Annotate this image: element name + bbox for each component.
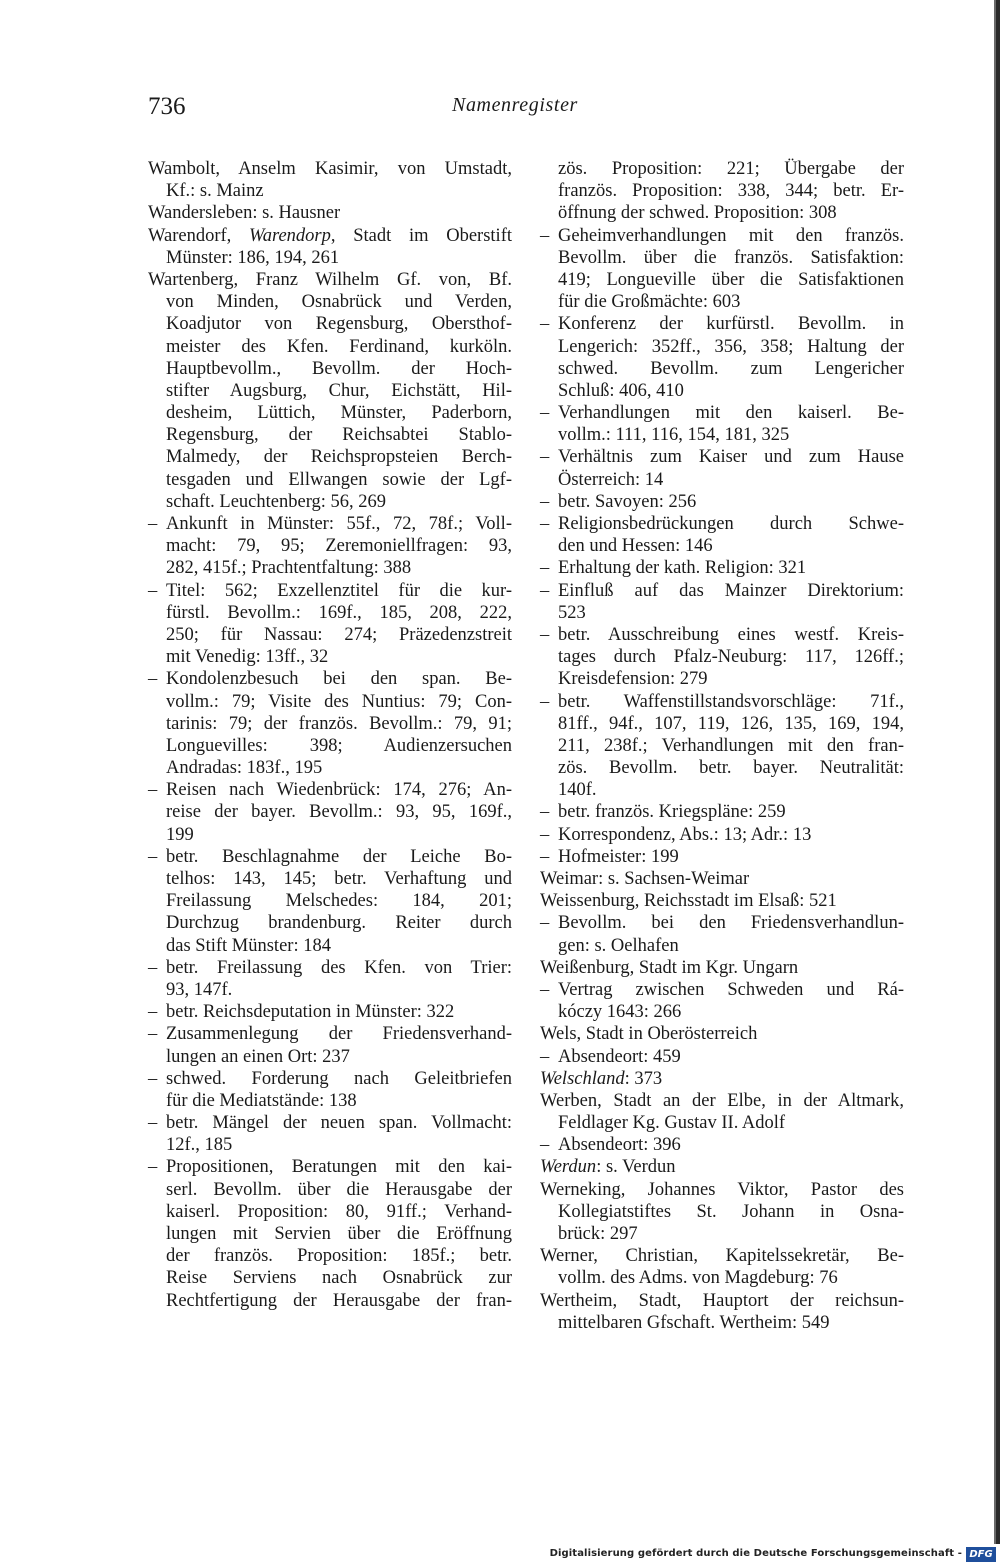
index-subentry-line: – Einfluß auf das Mainzer Direktorium:	[540, 580, 904, 602]
index-entry-continuation: zös. Bevollm. betr. bayer. Neutralität:	[558, 758, 904, 779]
index-entry-continuation: 12f., 185	[166, 1135, 233, 1156]
index-entry-line: Wandersleben: s. Hausner	[148, 203, 341, 224]
index-subentry-line: – betr. französ. Kriegspläne: 259	[540, 801, 904, 823]
index-entry-line: Weißenburg, Stadt im Kgr. Ungarn	[540, 957, 799, 978]
index-entry-continuation: mittelbaren Gfschaft. Wertheim: 549	[558, 1312, 830, 1333]
index-entry-continuation: stifter Augsburg, Chur, Eichstätt, Hil-	[166, 380, 512, 401]
index-entry-continuation: 81ff., 94f., 107, 119, 126, 135, 169, 194,	[558, 713, 904, 734]
index-entry-continuation: fürstl. Bevollm.: 169f., 185, 208, 222,	[166, 602, 512, 623]
index-subentry-line: – Titel: 562; Exzellenztitel für die kur-	[148, 580, 512, 602]
index-entry-continuation: Koadjutor von Regensburg, Obersthof-	[166, 314, 512, 335]
index-entry-continuation: brück: 297	[558, 1224, 638, 1244]
index-entry-line: Werner, Christian, Kapitelssekretär, Be-	[540, 1246, 904, 1267]
index-entry-continuation: Hauptbevollm., Bevollm. der Hoch-	[166, 358, 512, 379]
index-entry-continuation: der französ. Proposition: 185f.; betr.	[166, 1246, 512, 1267]
index-entry-continuation: meister des Kfen. Ferdinand, kurköln.	[166, 336, 512, 357]
index-subentry-line: – schwed. Forderung nach Geleitbriefen	[148, 1068, 512, 1090]
index-entry-continuation: vollm. des Adms. von Magdeburg: 76	[558, 1268, 838, 1289]
index-entry-continuation: schaft. Leuchtenberg: 56, 269	[166, 491, 387, 512]
index-entry-continuation: reise der bayer. Bevollm.: 93, 95, 169f.,	[166, 802, 512, 823]
index-subentry-line: – Absendeort: 396	[540, 1134, 904, 1156]
index-entry-continuation: serl. Bevollm. über die Herausgabe der	[166, 1179, 512, 1200]
index-entry-continuation: desheim, Lüttich, Münster, Paderborn,	[166, 403, 512, 424]
index-subentry-line: – Korrespondenz, Abs.: 13; Adr.: 13	[540, 824, 904, 846]
index-entry-continuation: Reise Serviens nach Osnabrück zur	[166, 1268, 512, 1289]
index-entry-continuation: 282, 415f.; Prachtentfaltung: 388	[166, 558, 412, 579]
index-subentry-line: – betr. Savoyen: 256	[540, 491, 904, 513]
index-entry-continuation: 250; für Nassau: 274; Präzedenzstreit	[166, 624, 512, 645]
index-subentry-line: – Hofmeister: 199	[540, 846, 904, 868]
index-subentry-line: – betr. Beschlagnahme der Leiche Bo-	[148, 846, 512, 868]
index-subentry-line: – Geheimverhandlungen mit den französ.	[540, 225, 904, 247]
index-entry-continuation: Schluß: 406, 410	[558, 380, 684, 401]
index-subentry-line: – Verhältnis zum Kaiser und zum Hause	[540, 446, 904, 468]
index-entry-line: Wertheim, Stadt, Hauptort der reichsun-	[540, 1290, 904, 1311]
index-subentry-line: – Zusammenlegung der Friedensverhand-	[148, 1023, 512, 1045]
index-subentry-line: – Verhandlungen mit den kaiserl. Be-	[540, 402, 904, 424]
index-subentry-line: – betr. Mängel der neuen span. Vollmacht:	[148, 1112, 512, 1134]
index-entry-continuation: Durchzug brandenburg. Reiter durch	[166, 913, 512, 934]
index-entry-continuation: Kf.: s. Mainz	[166, 181, 264, 202]
index-entry-continuation: zös. Proposition: 221; Übergabe der	[558, 159, 904, 179]
index-entry-line: Wambolt, Anselm Kasimir, von Umstadt,	[148, 159, 512, 179]
index-entry-line: Werneking, Johannes Viktor, Pastor des	[540, 1179, 904, 1200]
index-entry-continuation: für die Großmächte: 603	[558, 292, 741, 313]
index-entry-continuation: tages durch Pfalz-Neuburg: 117, 126ff.;	[558, 647, 904, 668]
index-entry-continuation: Rechtfertigung der Herausgabe der fran-	[166, 1290, 512, 1311]
scan-edge	[996, 0, 1000, 1544]
index-subentry-line: – Religionsbedrückungen durch Schwe-	[540, 513, 904, 535]
index-entry-continuation: von Minden, Osnabrück und Verden,	[166, 292, 512, 313]
index-entry-continuation: lungen mit Servien über die Eröffnung	[166, 1224, 512, 1244]
index-entry-continuation: mit Venedig: 13ff., 32	[166, 647, 329, 668]
index-subentry-line: – Vertrag zwischen Schweden und Rá-	[540, 979, 904, 1001]
digitization-footer	[0, 1544, 1000, 1568]
index-entry-continuation: vollm.: 79; Visite des Nuntius: 79; Con-	[166, 691, 512, 712]
index-entry-line: Werben, Stadt an der Elbe, in der Altmark,	[540, 1090, 904, 1111]
index-entry-continuation: gen: s. Oelhafen	[558, 935, 679, 956]
index-entry-continuation: telhos: 143, 145; betr. Verhaftung und	[166, 869, 512, 889]
index-column-left	[148, 158, 512, 1312]
dfg-logo: DFG	[966, 1547, 996, 1562]
index-subentry-line: – Erhaltung der kath. Religion: 321	[540, 557, 904, 579]
footer-credit: Digitalisierung gefördert durch die Deutsche Forschungsgemeinschaft -	[549, 1548, 962, 1559]
index-entry-line: Warendorf, Warendorp, Stadt im Oberstift	[148, 225, 512, 246]
index-entry-continuation: Bevollm. über die französ. Satisfaktion:	[558, 247, 904, 268]
index-entry-continuation: kaiserl. Proposition: 80, 91ff.; Verhand-	[166, 1201, 512, 1222]
italic-variant: Werdun	[540, 1157, 597, 1178]
index-subentry-line: – betr. Ausschreibung eines westf. Kreis-	[540, 624, 904, 646]
index-subentry-line: – betr. Waffenstillstandsvorschläge: 71f.,	[540, 691, 904, 713]
index-entry-continuation: für die Mediatstände: 138	[166, 1090, 357, 1111]
index-subentry-line: – Reisen nach Wiedenbrück: 174, 276; An-	[148, 779, 512, 801]
index-entry-continuation: tesgaden und Ellwangen sowie der Lgf-	[166, 469, 512, 490]
index-entry-continuation: macht: 79, 95; Zeremoniellfragen: 93,	[166, 536, 512, 557]
page-number: 736	[148, 93, 186, 120]
index-entry-line: Welschland: 373	[540, 1068, 663, 1089]
index-entry-continuation: 140f.	[558, 780, 597, 801]
index-entry-line: Wartenberg, Franz Wilhelm Gf. von, Bf.	[148, 269, 512, 290]
index-entry-continuation: 523	[558, 602, 586, 623]
index-entry-continuation: 211, 238f.; Verhandlungen mit den fran-	[558, 735, 904, 756]
index-subentry-line: – Kondolenzbesuch bei den span. Be-	[148, 668, 512, 690]
italic-variant: Welschland	[540, 1068, 625, 1089]
index-entry-continuation: öffnung der schwed. Proposition: 308	[558, 203, 837, 224]
index-entry-continuation: tarinis: 79; der französ. Bevollm.: 79, 91;	[166, 713, 512, 734]
index-entry-continuation: vollm.: 111, 116, 154, 181, 325	[558, 425, 790, 446]
index-entry-continuation: Kreisdefension: 279	[558, 669, 708, 690]
index-entry-continuation: das Stift Münster: 184	[166, 935, 331, 956]
index-entry-line: Weimar: s. Sachsen-Weimar	[540, 869, 750, 889]
index-entry-line: Werdun: s. Verdun	[540, 1157, 676, 1178]
italic-variant: Warendorp	[248, 225, 331, 246]
index-subentry-line: – betr. Freilassung des Kfen. von Trier:	[148, 957, 512, 979]
index-entry-continuation: Münster: 186, 194, 261	[166, 247, 340, 268]
index-entry-continuation: den und Hessen: 146	[558, 536, 713, 557]
index-entry-continuation: Andradas: 183f., 195	[166, 758, 323, 779]
index-entry-continuation: 199	[166, 824, 194, 845]
index-subentry-line: – betr. Reichsdeputation in Münster: 322	[148, 1001, 512, 1023]
index-column-right	[540, 158, 904, 1334]
index-entry-continuation: Feldlager Kg. Gustav II. Adolf	[558, 1113, 786, 1134]
index-entry-continuation: 419; Longueville über die Satisfaktionen	[558, 269, 904, 290]
index-entry-continuation: schwed. Bevollm. zum Lengericher	[558, 358, 904, 379]
index-subentry-line: – Konferenz der kurfürstl. Bevollm. in	[540, 313, 904, 335]
index-entry-continuation: Lengerich: 352ff., 356, 358; Haltung der	[558, 336, 904, 357]
index-subentry-line: – Absendeort: 459	[540, 1046, 904, 1068]
index-entry-continuation: kóczy 1643: 266	[558, 1002, 682, 1023]
index-entry-continuation: 93, 147f.	[166, 979, 233, 1000]
index-entry-continuation: Österreich: 14	[558, 469, 664, 490]
index-entry-continuation: französ. Proposition: 338, 344; betr. Er-	[558, 181, 904, 202]
index-subentry-line: – Propositionen, Beratungen mit den kai-	[148, 1156, 512, 1178]
index-entry-continuation: Kollegiatstiftes St. Johann in Osna-	[558, 1201, 904, 1222]
running-head: Namenregister	[452, 94, 578, 116]
index-entry-continuation: Freilassung Melschedes: 184, 201;	[166, 891, 512, 912]
index-entry-line: Wels, Stadt in Oberösterreich	[540, 1024, 758, 1045]
index-entry-line: Weissenburg, Reichsstadt im Elsaß: 521	[540, 891, 837, 912]
index-subentry-line: – Ankunft in Münster: 55f., 72, 78f.; Voll-	[148, 513, 512, 535]
index-entry-continuation: Regensburg, der Reichsabtei Stablo-	[166, 425, 512, 446]
index-entry-continuation: Longuevilles: 398; Audienzersuchen	[166, 735, 512, 756]
index-subentry-line: – Bevollm. bei den Friedensverhandlun-	[540, 912, 904, 934]
index-entry-continuation: Malmedy, der Reichspropsteien Berch-	[166, 447, 512, 468]
index-entry-continuation: lungen an einen Ort: 237	[166, 1046, 350, 1067]
